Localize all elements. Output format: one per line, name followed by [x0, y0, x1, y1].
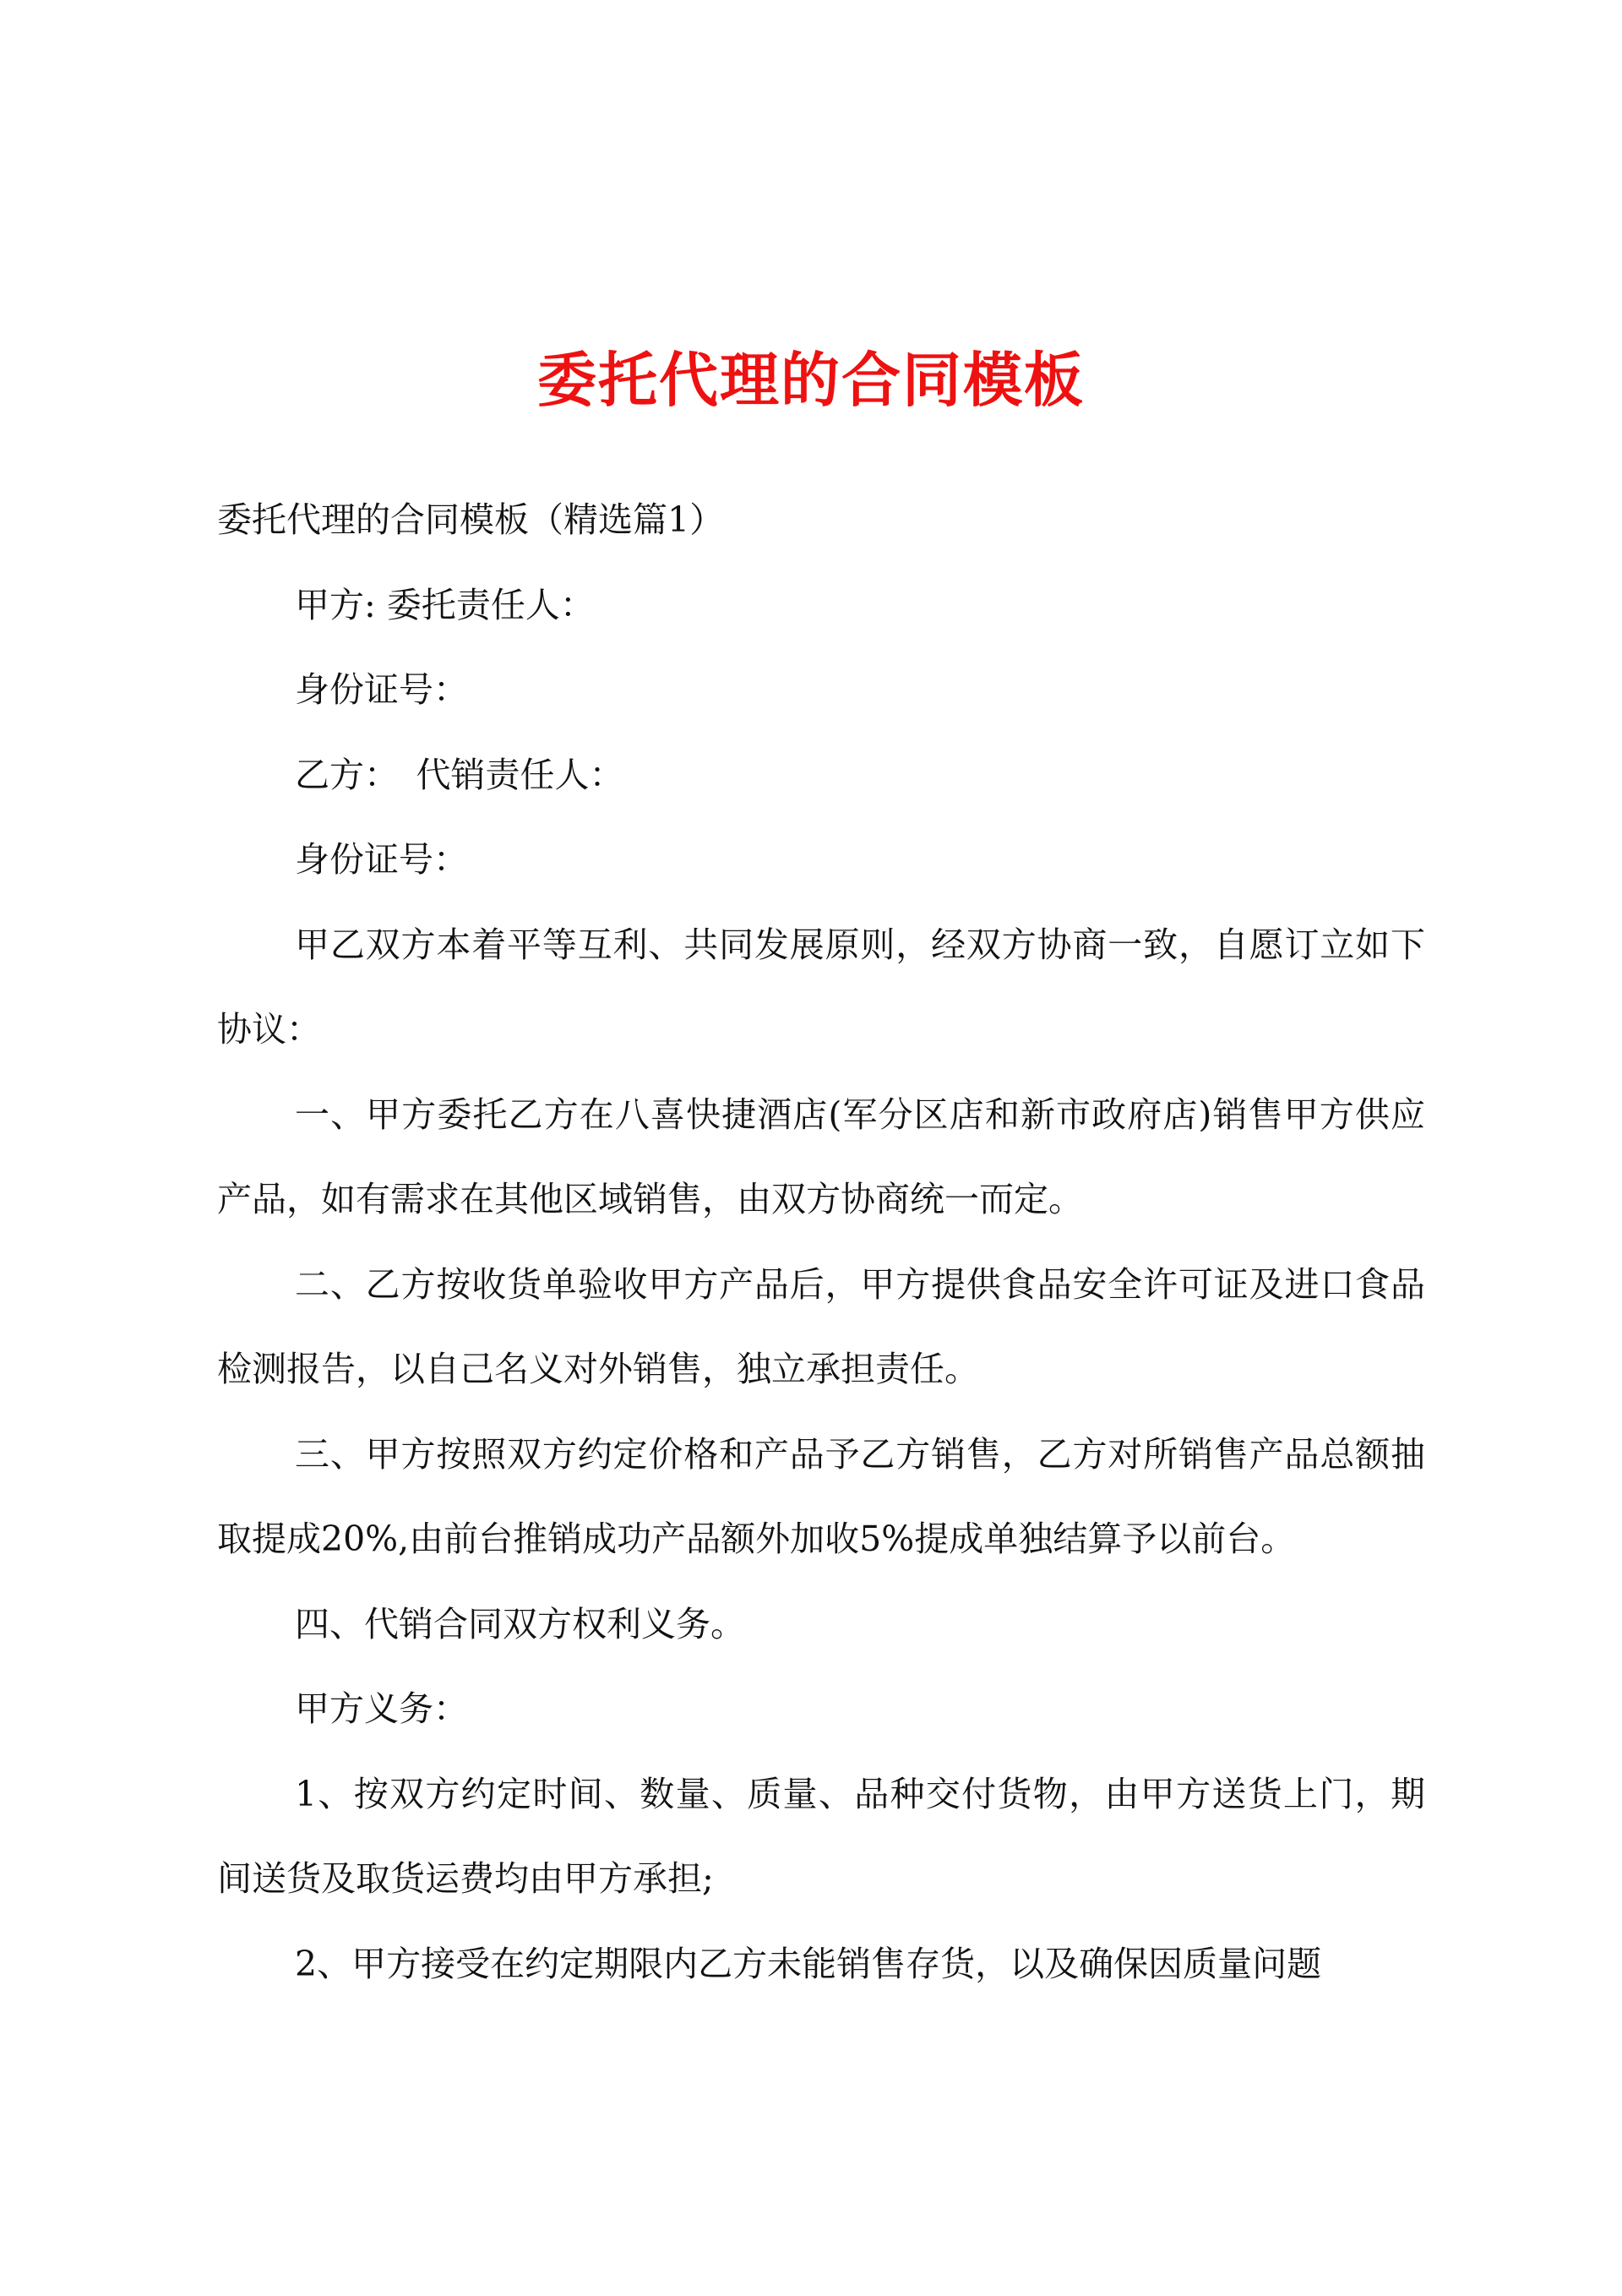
- document-title: 委托代理的合同模板: [537, 345, 1085, 415]
- paragraph-party-a: 甲方: 委托责任人：: [295, 584, 595, 625]
- document-body: [217, 477, 1425, 2006]
- paragraph-obligation-1: 1、按双方约定时间、数量、质量、品种交付货物，由甲方送货上门，期间送货及取货运费均由甲方承担;: [217, 1773, 1425, 1899]
- paragraph-party-b-id: 身份证号：: [295, 839, 468, 880]
- paragraph-obligation-2: 2、甲方接受在约定期限内乙方未能销售存货，以及确保因质量问题: [295, 1943, 1322, 1984]
- paragraph-section-heading: 委托代理的合同模板（精选篇1）: [217, 499, 725, 540]
- paragraph-party-b: 乙方： 代销责任人：: [295, 754, 624, 795]
- paragraph-clause-1: 一、甲方委托乙方在八喜快捷酒店(军分区店和新市政府店)销售甲方供应产品，如有需求在其他区域销售，由双方协商统一而定。: [217, 1093, 1425, 1219]
- paragraph-clause-4: 四、代销合同双方权利义务。: [295, 1603, 745, 1644]
- paragraph-preamble: 甲乙双方本着平等互利、共同发展原则，经双方协商一致，自愿订立如下协议：: [217, 924, 1425, 1050]
- paragraph-clause-3: 三、甲方按照双方约定价格和产品予乙方销售，乙方对所销售产品总额抽取提成20%,由前台推销成功产品额外加收5%提成单独结算予以前台。: [217, 1433, 1425, 1559]
- paragraph-clause-2: 二、乙方按收货单验收甲方产品后，甲方提供食品安全许可证及进口食品检测报告，以自己名义对外销售，独立承担责任。: [217, 1263, 1425, 1389]
- paragraph-party-a-obligations: 甲方义务：: [295, 1688, 468, 1729]
- paragraph-party-a-id: 身份证号：: [295, 669, 468, 710]
